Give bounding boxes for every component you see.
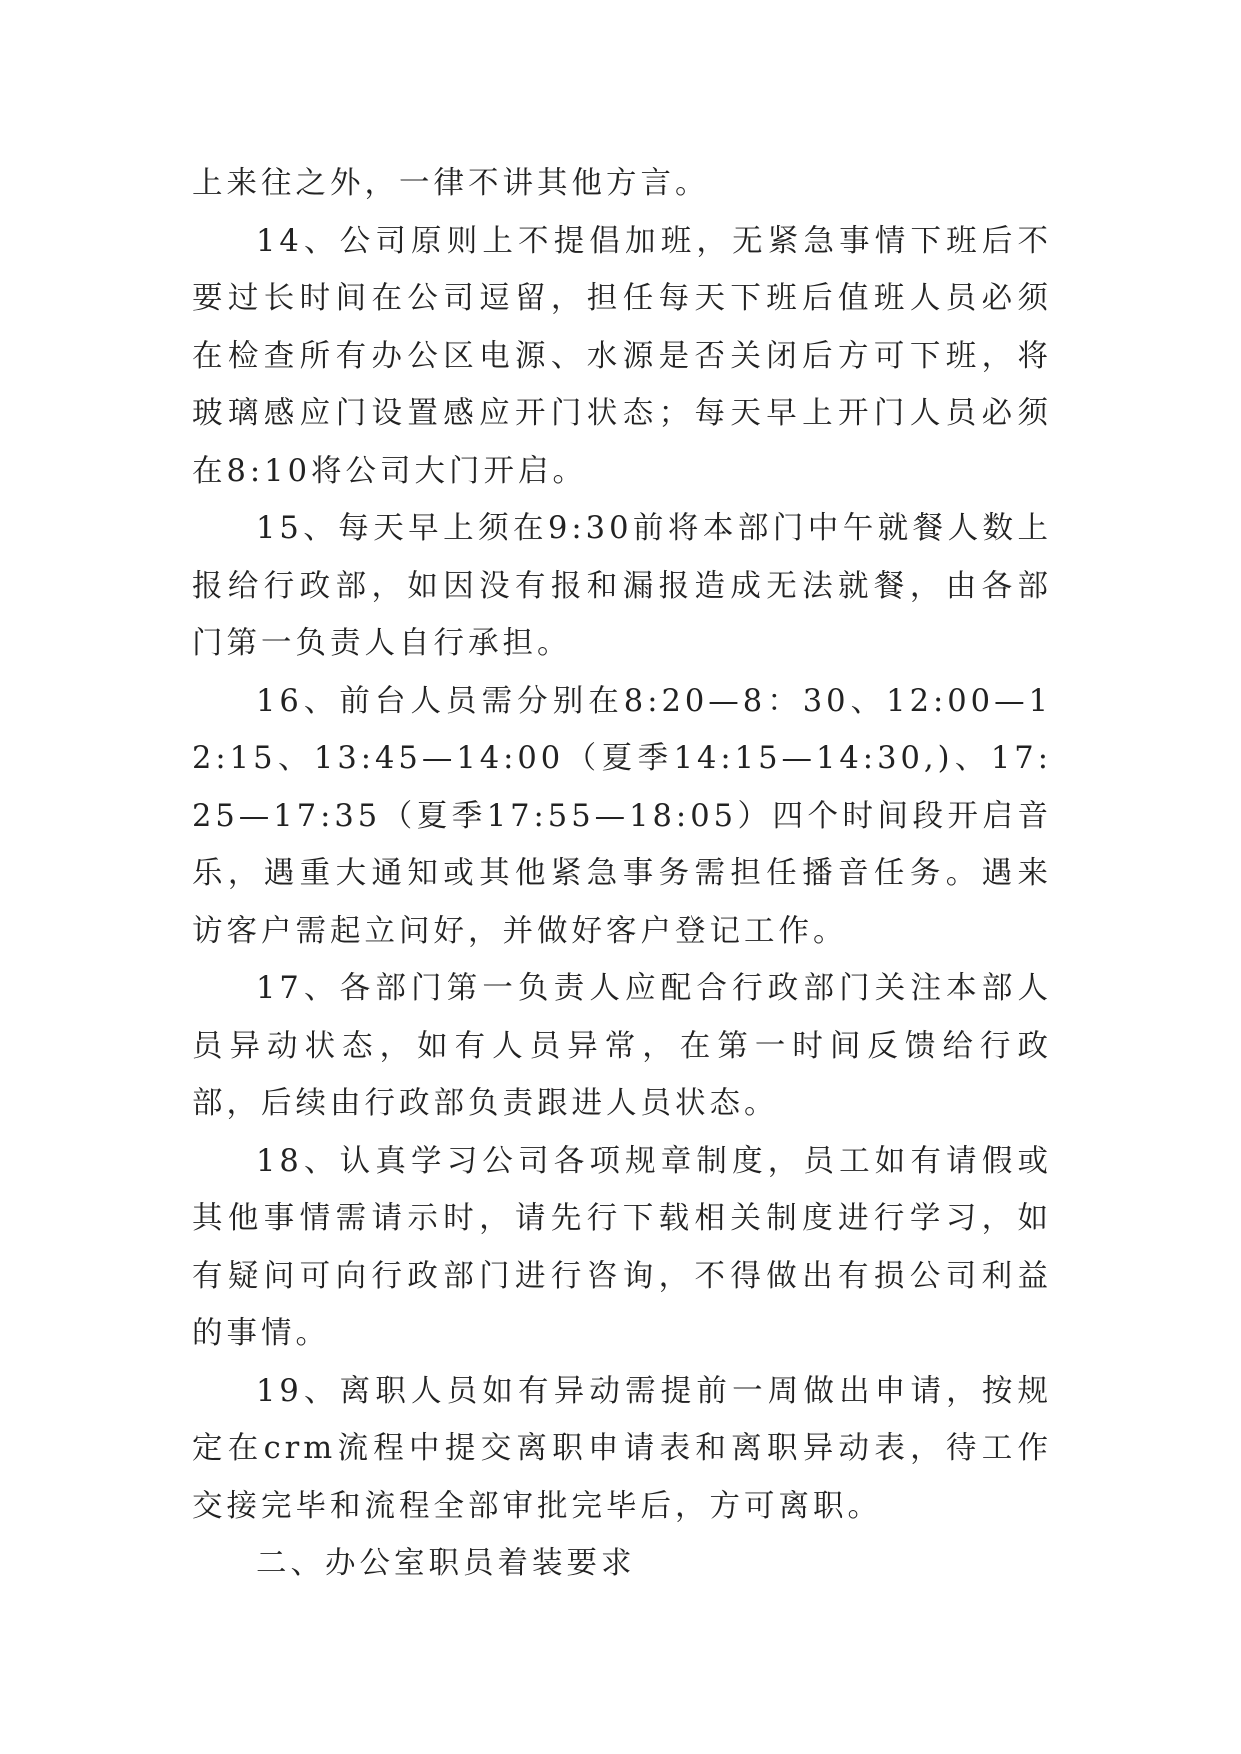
paragraph-item-14: 14、公司原则上不提倡加班，无紧急事情下班后不要过长时间在公司逗留，担任每天下班后值班人员必须在检查所有办公区电源、水源是否关闭后方可下班，将玻璃感应门设置感应开门状态；每天早上开门人员必须在8:10将公司大门开启。	[192, 223, 1052, 489]
paragraph-item-16: 16、前台人员需分别在8:20—8：30、12:00—12:15、13:45—14:00（夏季14:15—14:30,)、17:25—17:35（夏季17:55—18:05）四个时间段开启音乐，遇重大通知或其他紧急事务需担任播音任务。遇来访客户需起立问好，并做好客户登记工作。	[192, 683, 1052, 949]
paragraph-item-15: 15、每天早上须在9:30前将本部门中午就餐人数上报给行政部，如因没有报和漏报造成无法就餐，由各部门第一负责人自行承担。	[192, 511, 1052, 661]
paragraph-item-18: 18、认真学习公司各项规章制度，员工如有请假或其他事情需请示时，请先行下载相关制度进行学习，如有疑问可向行政部门进行咨询，不得做出有损公司利益的事情。	[192, 1143, 1052, 1351]
document-body	[192, 155, 1052, 1593]
paragraph-item-17: 17、各部门第一负责人应配合行政部门关注本部人员异动状态，如有人员异常，在第一时间反馈给行政部，后续由行政部负责跟进人员状态。	[192, 971, 1052, 1121]
paragraph-item-19: 19、离职人员如有异动需提前一周做出申请，按规定在crm流程中提交离职申请表和离职异动表，待工作交接完毕和流程全部审批完毕后，方可离职。	[192, 1373, 1052, 1524]
paragraph-continuation: 上来往之外，一律不讲其他方言。	[192, 166, 710, 201]
section-heading-attire: 二、办公室职员着装要求	[256, 1546, 636, 1581]
